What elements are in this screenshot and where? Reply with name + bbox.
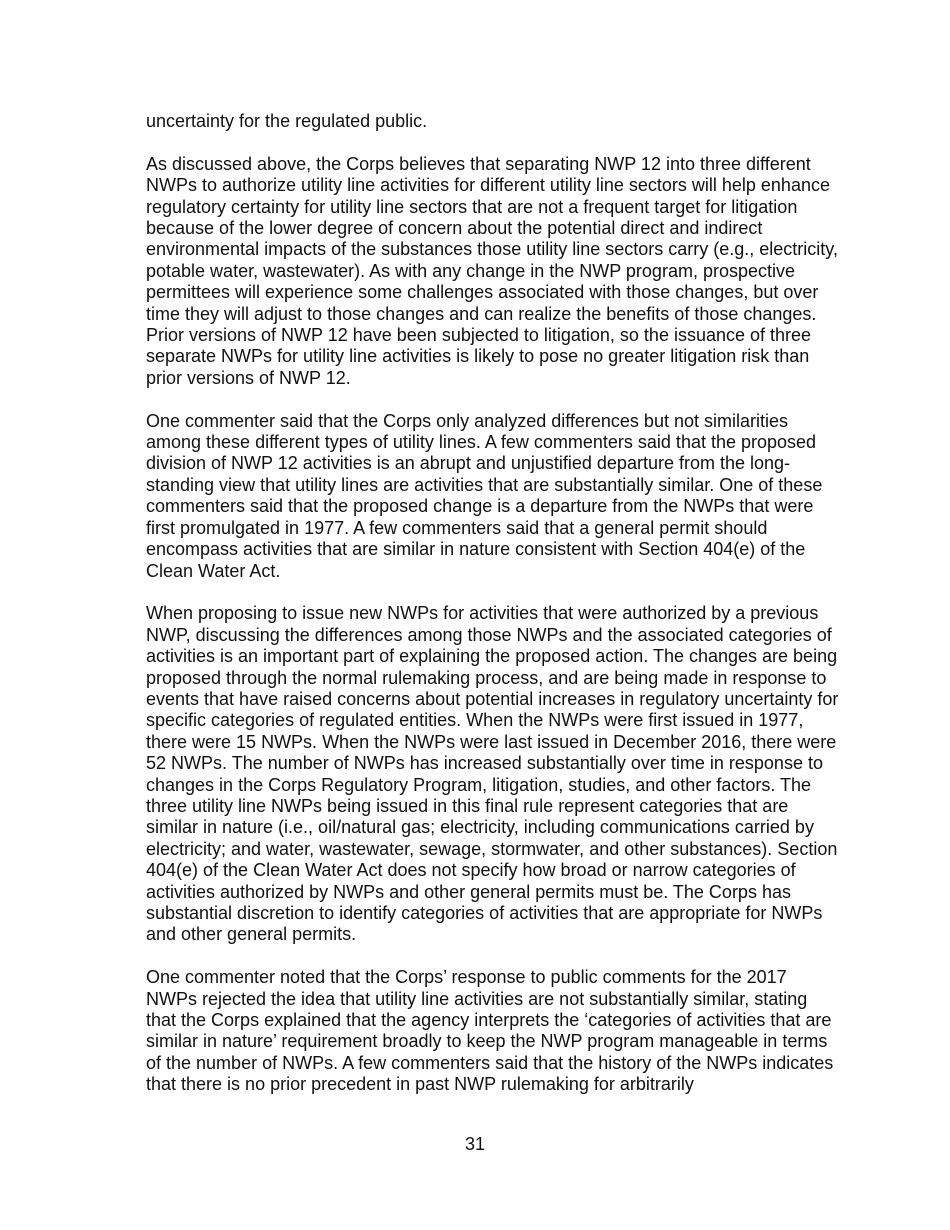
document-body xyxy=(146,111,840,1117)
paragraph-proposing-new-nwps: When proposing to issue new NWPs for activities that were authorized by a previous NWP, discussing the differences among those NWPs and the associated categories of activities is an important part of explaining the proposed action. The changes are being proposed through the normal rulemaking process, and are being made in response to events that have raised concerns about potential increases in regulatory uncertainty for specific categories of regulated entities. When the NWPs were first issued in 1977, there were 15 NWPs. When the NWPs were last issued in December 2016, there were 52 NWPs. The number of NWPs has increased substantially over time in response to changes in the Corps Regulatory Program, litigation, studies, and other factors. The three utility line NWPs being issued in this final rule represent categories that are similar in nature (i.e., oil/natural gas; electricity, including communications carried by electricity; and water, wastewater, sewage, stormwater, and other substances). Section 404(e) of the Clean Water Act does not specify how broad or narrow categories of activities authorized by NWPs and other general permits must be. The Corps has substantial discretion to identify categories of activities that are appropriate for NWPs and other general permits. xyxy=(146,603,839,945)
paragraph-continuation: uncertainty for the regulated public. xyxy=(146,111,428,131)
page-number: 31 xyxy=(464,1134,486,1154)
paragraph-2017-response: One commenter noted that the Corps’ response to public comments for the 2017 NWPs rejected the idea that utility line activities are not substantially similar, stating that the Corps explained that the agency interprets the ‘categories of activities that are similar in nature’ requirement broadly to keep the NWP program manageable in terms of the number of NWPs. A few commenters said that the history of the NWPs indicates that there is no prior precedent in past NWP rulemaking for arbitrarily xyxy=(146,967,834,1095)
paragraph-nwp12-separation: As discussed above, the Corps believes that separating NWP 12 into three different NWPs to authorize utility line activities for different utility line sectors will help enhance regulatory certainty for utility line sectors that are not a frequent target for litigation because of the lower degree of concern about the potential direct and indirect environmental impacts of the substances those utility line sectors carry (e.g., electricity, potable water, wastewater). As with any change in the NWP program, prospective permittees will experience some challenges associated with those changes, but over time they will adjust to those changes and can realize the benefits of those changes. Prior versions of NWP 12 have been subjected to litigation, so the issuance of three separate NWPs for utility line activities is likely to pose no greater litigation risk than prior versions of NWP 12. xyxy=(146,153,838,388)
paragraph-commenter-similarities: One commenter said that the Corps only analyzed differences but not similarities among these different types of utility lines. A few commenters said that the proposed division of NWP 12 activities is an abrupt and unjustified departure from the long-standing view that utility lines are activities that are substantially similar. One of these commenters said that the proposed change is a departure from the NWPs that were first promulgated in 1977. A few commenters said that a general permit should encompass activities that are similar in nature consistent with Section 404(e) of the Clean Water Act. xyxy=(146,410,823,581)
